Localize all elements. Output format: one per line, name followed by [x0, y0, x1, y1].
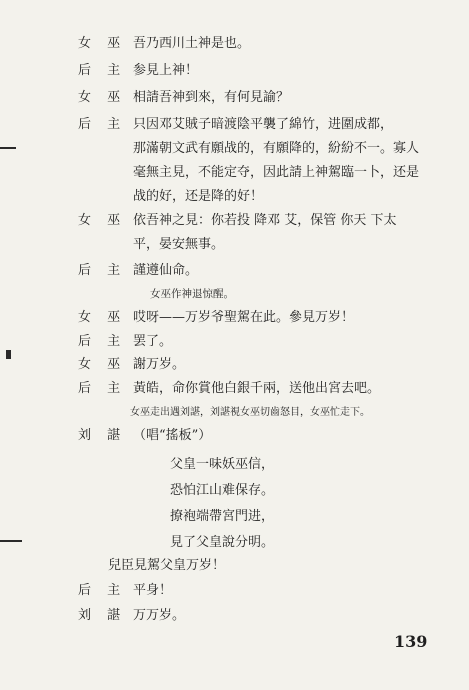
dialogue-text: 万万岁。 [133, 608, 186, 623]
singing-direction: （唱“搖板”） [133, 428, 212, 443]
dialogue-line [78, 381, 448, 397]
dialogue-line [78, 117, 448, 133]
dialogue-line [78, 583, 448, 599]
dialogue-line [78, 334, 448, 350]
dialogue-text: 平身！ [133, 583, 173, 598]
verse-line: 撩袍端帶宮門进， [170, 509, 275, 524]
dialogue-text: 罢了。 [133, 334, 173, 349]
speaker-name: 后 主 [78, 263, 127, 278]
scan-mark [6, 350, 11, 359]
dialogue-text: 謹遵仙命。 [133, 263, 199, 278]
stage-direction: 女巫走出遇刘諶，刘諶視女巫切齒怒目，女巫忙走下。 [130, 407, 370, 418]
speaker-name: 后 主 [78, 63, 127, 78]
speaker-name: 女 巫 [78, 90, 127, 105]
speaker-name: 女 巫 [78, 357, 127, 372]
speaker-name: 女 巫 [78, 213, 127, 228]
speaker-name: 女 巫 [78, 36, 127, 51]
dialogue-text: 依吾神之見：你若投 降邓 艾，保管 你天 下太 [133, 213, 397, 228]
dialogue-line [78, 310, 448, 326]
verse-line: 恐怕江山难保存。 [170, 483, 275, 498]
dialogue-text: 相請吾神到來，有何見諭？ [133, 90, 290, 105]
scan-mark [0, 147, 16, 149]
dialogue-text: 謝万岁。 [133, 357, 186, 372]
dialogue-text: 黃皓，命你賞他白銀千兩，送他出宮去吧。 [133, 381, 381, 396]
dialogue-text: 只因邓艾賊子暗渡陰平襲了綿竹，进圍成都， [133, 117, 394, 132]
scan-mark [0, 540, 22, 542]
dialogue-line [78, 608, 448, 624]
speaker-name: 刘 諶 [78, 608, 127, 623]
dialogue-continuation: 那滿朝文武有願战的，有願降的，紛紛不一。寡人 [133, 141, 420, 156]
verse-line: 見了父皇說分明。 [170, 535, 275, 550]
speaker-name: 后 主 [78, 583, 127, 598]
dialogue-continuation: 平，晏安無事。 [133, 237, 225, 252]
dialogue-continuation: 战的好，还是降的好！ [133, 189, 264, 204]
dialogue-text: 吾乃西川土神是也。 [133, 36, 251, 51]
stage-direction: 女巫作神退惊醒。 [150, 288, 234, 300]
dialogue-text: 哎呀——万岁爷聖駕在此。參見万岁！ [133, 310, 355, 325]
dialogue-line [78, 428, 448, 444]
dialogue-line [78, 213, 448, 229]
verse-line: 父皇一味妖巫信， [170, 457, 275, 472]
dialogue-continuation: 毫無主見，不能定夺，因此請上神駕臨一卜，还是 [133, 165, 420, 180]
page-number: 139 [394, 632, 428, 651]
dialogue-text: 参見上神！ [133, 63, 199, 78]
dialogue-line [78, 36, 448, 52]
speaker-name: 女 巫 [78, 310, 127, 325]
spoken-line: 兒臣見駕父皇万岁！ [108, 558, 226, 573]
speaker-name: 后 主 [78, 117, 127, 132]
speaker-name: 刘 諶 [78, 428, 127, 443]
speaker-name: 后 主 [78, 381, 127, 396]
dialogue-line [78, 263, 448, 279]
dialogue-line [78, 357, 448, 373]
dialogue-line [78, 63, 448, 79]
dialogue-line [78, 90, 448, 106]
speaker-name: 后 主 [78, 334, 127, 349]
